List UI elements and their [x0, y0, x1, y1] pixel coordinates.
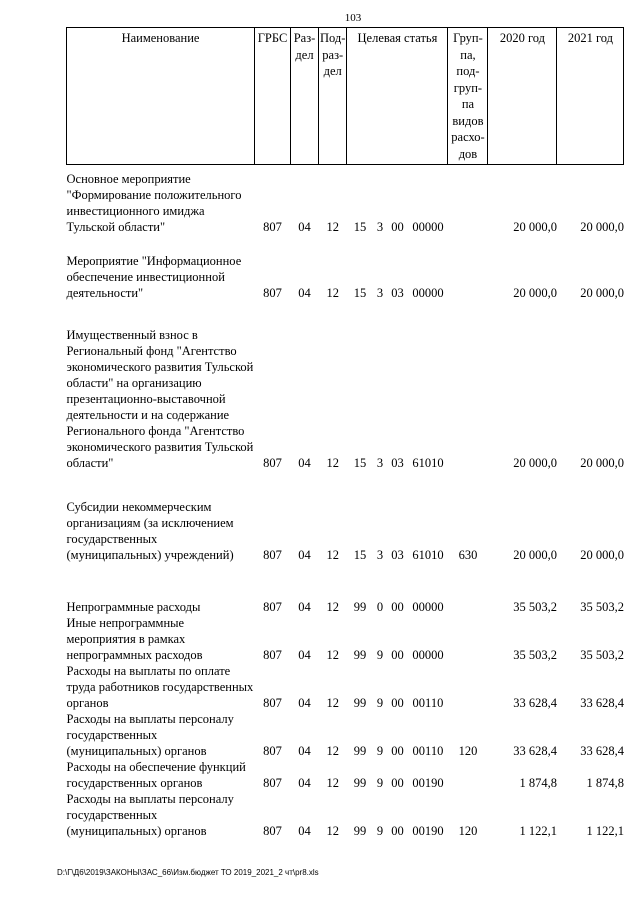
row-expense-group	[448, 171, 488, 235]
row-grbs: 807	[263, 824, 282, 838]
row-podrazdel: 12	[326, 600, 339, 614]
row-amount-2020: 20 000,0	[513, 286, 557, 300]
table-body	[67, 165, 624, 840]
header-name: Наименование	[67, 28, 255, 165]
row-grbs: 807	[263, 648, 282, 662]
row-name: Расходы на выплаты персоналу государственных (муниципальных) органов	[66, 792, 234, 838]
row-expense-group	[448, 663, 488, 711]
table-row	[67, 171, 624, 235]
header-2020: 2020 год	[488, 28, 557, 165]
row-amount-2021: 20 000,0	[580, 456, 624, 470]
table-row	[67, 711, 624, 759]
row-name: Расходы на обеспечение функций государственных органов	[66, 760, 246, 790]
row-target-direction: 00000	[412, 220, 444, 234]
row-target-direction: 61010	[412, 456, 444, 470]
row-target-program: 99	[353, 824, 367, 838]
row-expense-group: 630	[458, 548, 478, 562]
row-amount-2020: 1 874,8	[519, 776, 557, 790]
row-razdel: 04	[298, 648, 311, 662]
row-amount-2020: 20 000,0	[513, 548, 557, 562]
row-target-subprogram: 3	[376, 220, 384, 234]
row-razdel: 04	[298, 600, 311, 614]
row-target-event: 03	[391, 456, 404, 470]
row-target-event: 00	[391, 648, 404, 662]
header-grbs: ГРБС	[255, 28, 291, 165]
table-row	[67, 791, 624, 839]
row-grbs: 807	[263, 286, 282, 300]
row-target-program: 99	[353, 744, 367, 758]
row-grbs: 807	[263, 744, 282, 758]
row-amount-2021: 35 503,2	[580, 648, 624, 662]
row-target-direction: 00110	[412, 696, 444, 710]
row-amount-2020: 35 503,2	[513, 600, 557, 614]
row-grbs: 807	[263, 456, 282, 470]
row-razdel: 04	[298, 824, 311, 838]
budget-table	[66, 27, 624, 839]
row-target-direction: 00000	[412, 286, 444, 300]
row-target-subprogram: 9	[376, 776, 384, 790]
row-target-event: 03	[391, 286, 404, 300]
row-amount-2020: 1 122,1	[519, 824, 557, 838]
row-name: Непрограммные расходы	[66, 600, 201, 614]
table-row	[67, 327, 624, 471]
row-name: Субсидии некоммерческим организациям (за исключением государственных (муниципальных) учреждений)	[66, 500, 234, 562]
row-expense-group: 120	[458, 744, 478, 758]
row-podrazdel: 12	[326, 824, 339, 838]
row-target-event: 00	[391, 824, 404, 838]
header-razdel: Раз-дел	[291, 28, 319, 165]
file-path-footer: D:\Г\Д6\2019\ЗАКОНЫ\ЗАС_66\Изм.бюджет ТО 2019_2021_2 чт\pr8.xls	[57, 868, 319, 877]
row-target-event: 00	[391, 696, 404, 710]
row-expense-group	[448, 759, 488, 791]
row-target-event: 00	[391, 744, 404, 758]
row-amount-2021: 33 628,4	[580, 744, 624, 758]
row-grbs: 807	[263, 548, 282, 562]
row-amount-2021: 20 000,0	[580, 548, 624, 562]
row-grbs: 807	[263, 600, 282, 614]
table-row	[67, 499, 624, 563]
row-target-program: 99	[353, 600, 367, 614]
row-expense-group	[448, 599, 488, 615]
row-razdel: 04	[298, 696, 311, 710]
header-group: Груп-па, под-груп-па видов расхо-дов	[448, 28, 488, 165]
row-podrazdel: 12	[326, 286, 339, 300]
row-target-event: 00	[391, 600, 404, 614]
row-name: Имущественный взнос в Региональный фонд "Агентство экономического развития Тульской области" на организацию презентационно-выставочной деятельности и на содержание Регионального фонда "Агентство экономического развития Тульской области"	[66, 328, 254, 470]
row-podrazdel: 12	[326, 744, 339, 758]
row-podrazdel: 12	[326, 548, 339, 562]
row-name: Основное мероприятие "Формирование положительного инвестиционного имиджа Тульской области"	[66, 172, 242, 234]
row-amount-2021: 35 503,2	[580, 600, 624, 614]
row-name: Иные непрограммные мероприятия в рамках непрограммных расходов	[66, 616, 203, 662]
page-number: 103	[344, 12, 362, 24]
table-row	[67, 253, 624, 301]
row-grbs: 807	[263, 696, 282, 710]
row-podrazdel: 12	[326, 220, 339, 234]
header-target: Целевая статья	[347, 28, 448, 165]
row-target-direction: 00190	[412, 824, 444, 838]
row-podrazdel: 12	[326, 696, 339, 710]
row-amount-2021: 1 122,1	[586, 824, 624, 838]
row-name: Расходы на выплаты персоналу государственных (муниципальных) органов	[66, 712, 234, 758]
row-target-program: 15	[353, 286, 367, 300]
row-target-program: 99	[353, 696, 367, 710]
row-podrazdel: 12	[326, 456, 339, 470]
row-amount-2020: 33 628,4	[513, 696, 557, 710]
row-podrazdel: 12	[326, 776, 339, 790]
row-target-subprogram: 3	[376, 286, 384, 300]
row-target-subprogram: 3	[376, 456, 384, 470]
row-amount-2021: 20 000,0	[580, 220, 624, 234]
row-expense-group	[448, 253, 488, 301]
row-razdel: 04	[298, 776, 311, 790]
row-amount-2020: 35 503,2	[513, 648, 557, 662]
row-target-subprogram: 9	[376, 744, 384, 758]
row-target-subprogram: 3	[376, 548, 384, 562]
row-razdel: 04	[298, 286, 311, 300]
row-target-event: 03	[391, 548, 404, 562]
row-target-direction: 00190	[412, 776, 444, 790]
table-row	[67, 599, 624, 615]
row-razdel: 04	[298, 220, 311, 234]
row-target-event: 00	[391, 220, 404, 234]
row-amount-2020: 33 628,4	[513, 744, 557, 758]
header-podrazdel: Под-раз-дел	[319, 28, 347, 165]
row-amount-2021: 20 000,0	[580, 286, 624, 300]
row-expense-group: 120	[458, 824, 478, 838]
row-target-subprogram: 9	[376, 648, 384, 662]
row-target-program: 15	[353, 220, 367, 234]
row-target-direction: 00110	[412, 744, 444, 758]
row-target-program: 15	[353, 548, 367, 562]
row-name: Расходы на выплаты по оплате труда работников государственных органов	[66, 664, 254, 710]
row-target-program: 15	[353, 456, 367, 470]
row-amount-2020: 20 000,0	[513, 220, 557, 234]
table-row	[67, 759, 624, 791]
row-expense-group	[448, 327, 488, 471]
row-grbs: 807	[263, 220, 282, 234]
row-target-subprogram: 0	[376, 600, 384, 614]
row-target-direction: 00000	[412, 648, 444, 662]
row-amount-2021: 33 628,4	[580, 696, 624, 710]
row-expense-group	[448, 615, 488, 663]
row-razdel: 04	[298, 548, 311, 562]
row-target-subprogram: 9	[376, 696, 384, 710]
row-amount-2020: 20 000,0	[513, 456, 557, 470]
row-target-program: 99	[353, 648, 367, 662]
row-name: Мероприятие "Информационное обеспечение инвестиционной деятельности"	[66, 254, 242, 300]
row-grbs: 807	[263, 776, 282, 790]
row-razdel: 04	[298, 456, 311, 470]
row-target-event: 00	[391, 776, 404, 790]
row-target-direction: 00000	[412, 600, 444, 614]
row-amount-2021: 1 874,8	[586, 776, 624, 790]
row-target-subprogram: 9	[376, 824, 384, 838]
row-target-direction: 61010	[412, 548, 444, 562]
table-row	[67, 663, 624, 711]
header-2021: 2021 год	[557, 28, 624, 165]
row-razdel: 04	[298, 744, 311, 758]
row-podrazdel: 12	[326, 648, 339, 662]
table-row	[67, 615, 624, 663]
table-header-row	[67, 28, 624, 165]
row-target-program: 99	[353, 776, 367, 790]
